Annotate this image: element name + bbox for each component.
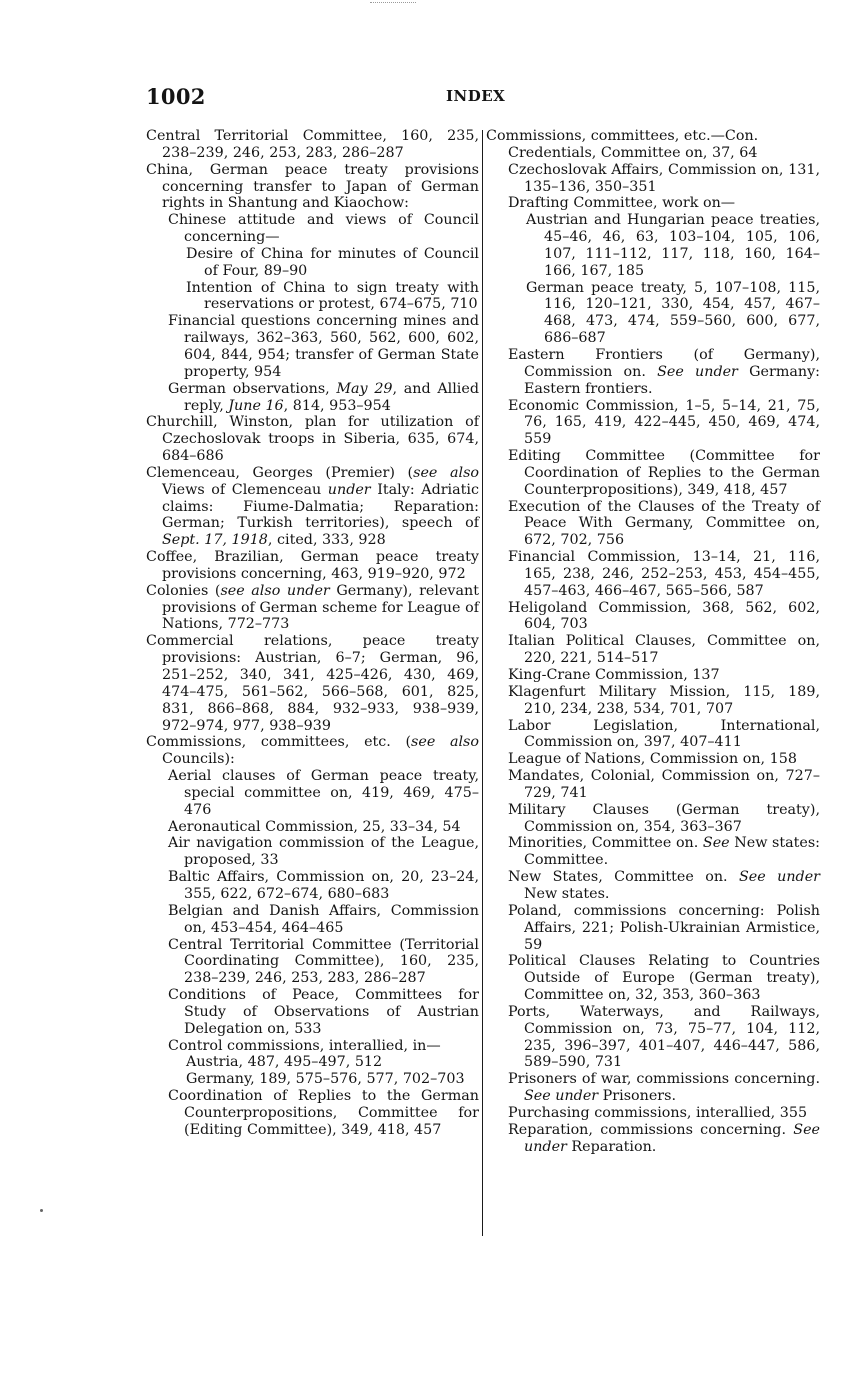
index-entry: Commercial relations, peace treaty provisions: Austrian, 6–7; German, 96, 251–252, 340, 341, 425–426, 430, 469, 474–475, 561–562, 566–568, 601, 825, 831, 866–868, 884, 932–933, 938–939, 972–974, 977, 938–939 xyxy=(146,633,479,734)
index-entry: Commissions, committees, etc. (see also Councils): xyxy=(146,734,479,768)
index-entry: Churchill, Winston, plan for utilization of Czechoslovak troops in Siberia, 635, 674, 684–686 xyxy=(146,414,479,465)
index-entry: Labor Legislation, International, Commission on, 397, 407–411 xyxy=(508,717,820,751)
index-entry: Austria, 487, 495–497, 512 xyxy=(186,1054,383,1071)
index-column-right xyxy=(486,128,820,1155)
index-entry: Political Clauses Relating to Countries Outside of Europe (German treaty), Committee on, 32, 353, 360–363 xyxy=(508,953,820,1004)
index-entry: Execution of the Clauses of the Treaty of Peace With Germany, Committee on, 672, 702, 756 xyxy=(508,498,820,549)
page-header xyxy=(146,84,820,108)
index-entry: Aeronautical Commission, 25, 33–34, 54 xyxy=(168,818,461,835)
index-entry: Military Clauses (German treaty), Commission on, 354, 363–367 xyxy=(508,801,820,835)
index-entry: Ports, Waterways, and Railways, Commission on, 73, 75–77, 104, 112, 235, 396–397, 401–407, 446–447, 586, 589–590, 731 xyxy=(508,1003,820,1071)
index-entry: Eastern Frontiers (of Germany), Commission on. See under Germany: Eastern frontiers. xyxy=(508,346,821,397)
index-entry: Central Territorial Committee, 160, 235, 238–239, 246, 253, 283, 286–287 xyxy=(146,128,479,161)
index-entry: Coffee, Brazilian, German peace treaty provisions concerning, 463, 919–920, 972 xyxy=(146,549,479,582)
page-title: INDEX xyxy=(446,87,506,105)
index-entry: Commissions, committees, etc.—Con. xyxy=(486,128,759,144)
index-entry: Baltic Affairs, Commission on, 20, 23–24, 355, 622, 672–674, 680–683 xyxy=(168,869,479,902)
index-entry: Chinese attitude and views of Council concerning— xyxy=(168,212,479,246)
index-entry: Germany, 189, 575–576, 577, 702–703 xyxy=(186,1071,465,1088)
index-entry: Air navigation commission of the League, proposed, 33 xyxy=(168,835,479,869)
index-entry: Coordination of Replies to the German Counterpropositions, Committee for (Editing Committee), 349, 418, 457 xyxy=(168,1088,479,1138)
index-entry: Editing Committee (Committee for Coordination of Replies to the German Counterpropositions), 349, 418, 457 xyxy=(508,448,820,498)
index-entry: Credentials, Committee on, 37, 64 xyxy=(508,144,758,161)
index-entry: Poland, commissions concerning: Polish Affairs, 221; Polish-Ukrainian Armistice, 59 xyxy=(508,902,820,953)
index-entry: Drafting Committee, work on— xyxy=(508,195,736,212)
index-entry: Intention of China to sign treaty with reservations or protest, 674–675, 710 xyxy=(186,279,479,313)
scan-mark xyxy=(370,2,416,3)
scan-speck xyxy=(40,1209,43,1212)
index-entry: Conditions of Peace, Committees for Study of Observations of Austrian Delegation on, 533 xyxy=(168,987,479,1037)
index-entry: New States, Committee on. See under New states. xyxy=(508,869,821,902)
index-entry: German observations, May 29, and Allied reply, June 16, 814, 953–954 xyxy=(168,380,479,414)
index-entry: Reparation, commissions concerning. See under Reparation. xyxy=(508,1121,820,1155)
index-entry: Central Territorial Committee (Territorial Coordinating Committee), 160, 235, 238–239, 246, 253, 283, 286–287 xyxy=(168,936,479,987)
index-entry: Clemenceau, Georges (Premier) (see also Views of Clemenceau under Italy: Adriatic claims: Fiume-Dalmatia; Reparation: German; Turkish territories), speech of Sept. 17, 1918, cited, 333, 928 xyxy=(146,464,480,549)
index-entry: Mandates, Colonial, Commission on, 727–729, 741 xyxy=(508,768,820,801)
index-entry: Control commissions, interallied, in— xyxy=(168,1037,441,1054)
index-column-left xyxy=(146,128,479,1139)
index-entry: Economic Commission, 1–5, 5–14, 21, 75, 76, 165, 419, 422–445, 450, 469, 474, 559 xyxy=(508,397,820,448)
index-entry: Heligoland Commission, 368, 562, 602, 604, 703 xyxy=(508,599,820,633)
index-entry: Klagenfurt Military Mission, 115, 189, 210, 234, 238, 534, 701, 707 xyxy=(508,683,820,717)
index-entry: Aerial clauses of German peace treaty, special committee on, 419, 469, 475–476 xyxy=(168,768,479,818)
index-entry: Purchasing commissions, interallied, 355 xyxy=(508,1104,808,1121)
index-entry: Belgian and Danish Affairs, Commission on, 453–454, 464–465 xyxy=(168,902,479,936)
column-divider xyxy=(482,130,483,1236)
index-entry: Austrian and Hungarian peace treaties, 45–46, 46, 63, 103–104, 105, 106, 107, 111–112, 117, 118, 160, 164–166, 167, 185 xyxy=(526,212,820,279)
index-entry: Financial questions concerning mines and railways, 362–363, 560, 562, 600, 602, 604, 844, 954; transfer of German State property, 954 xyxy=(168,313,479,380)
page-number: 1002 xyxy=(146,84,206,109)
index-entry: Desire of China for minutes of Council of Four, 89–90 xyxy=(186,245,479,279)
index-entry: League of Nations, Commission on, 158 xyxy=(508,751,797,768)
index-entry: King-Crane Commission, 137 xyxy=(508,667,720,683)
index-entry: Minorities, Committee on. See New states: Committee. xyxy=(508,835,821,869)
index-entry: Italian Political Clauses, Committee on, 220, 221, 514–517 xyxy=(508,633,820,667)
index-entry: Prisoners of war, commissions concerning. See under Prisoners. xyxy=(508,1071,820,1105)
index-entry: China, German peace treaty provisions concerning transfer to Japan of German rights in Shantung and Kiaochow: xyxy=(146,161,479,212)
index-entry: Colonies (see also under Germany), relevant provisions of German scheme for League of Nations, 772–773 xyxy=(146,582,479,633)
index-entry: Czechoslovak Affairs, Commission on, 131, 135–136, 350–351 xyxy=(508,161,820,195)
index-entry: Financial Commission, 13–14, 21, 116, 165, 238, 246, 252–253, 453, 454–455, 457–463, 466–467, 565–566, 587 xyxy=(508,549,820,599)
index-entry: German peace treaty, 5, 107–108, 115, 116, 120–121, 330, 454, 457, 467–468, 473, 474, 559–560, 600, 677, 686–687 xyxy=(526,279,820,347)
